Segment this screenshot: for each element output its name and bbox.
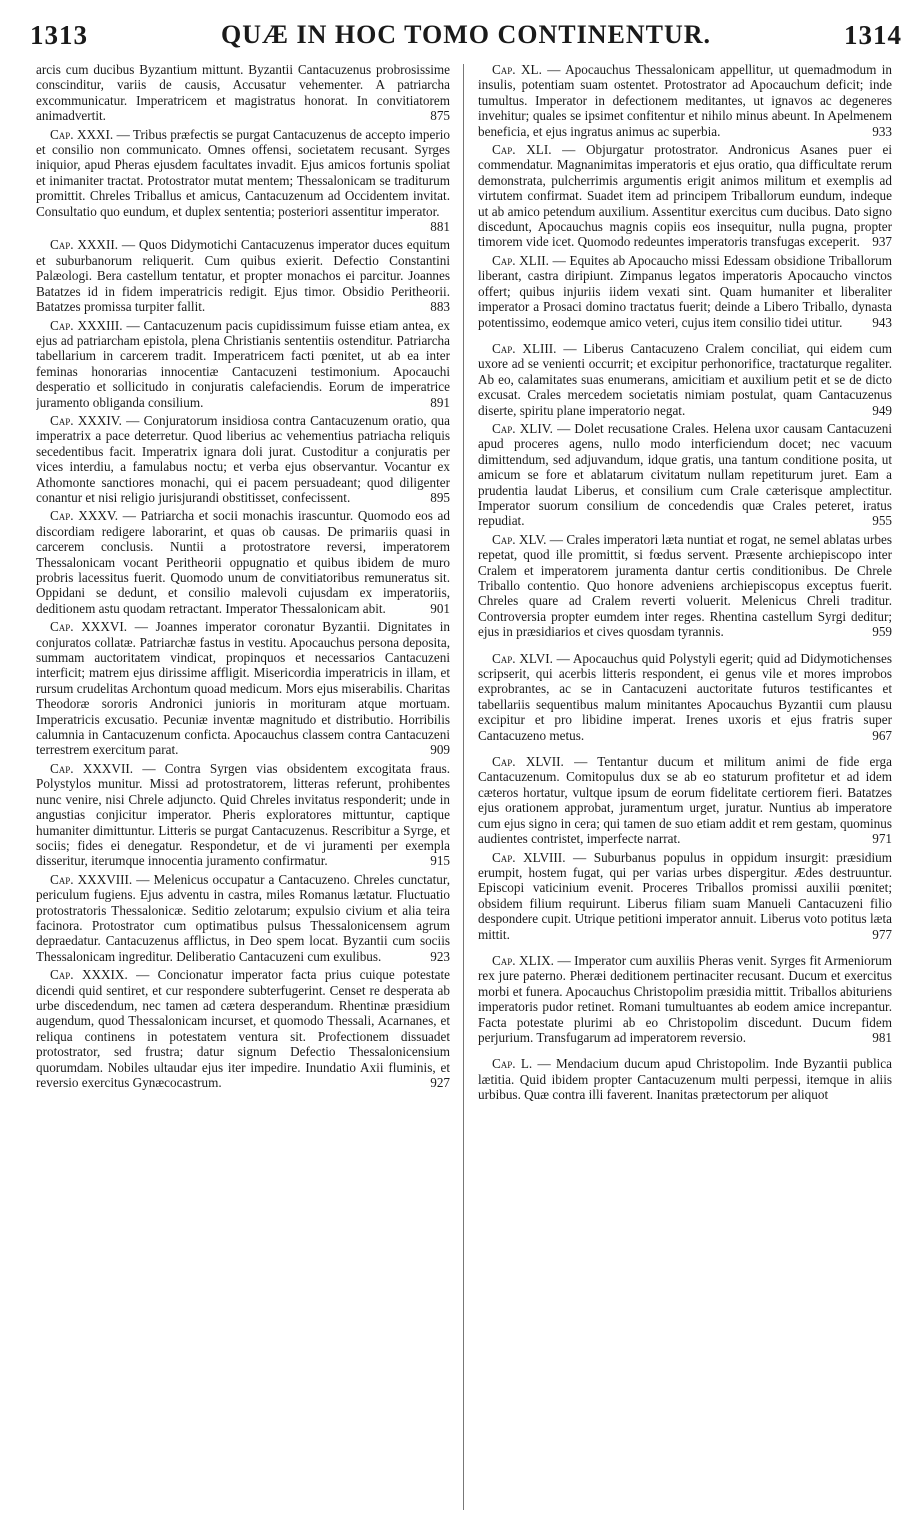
page-ref: 881 <box>430 219 450 235</box>
right-column <box>478 62 892 1512</box>
page-ref: 959 <box>872 624 892 640</box>
column-divider <box>463 64 464 1510</box>
page-ref: 923 <box>430 948 450 964</box>
page-ref: 981 <box>872 1029 892 1045</box>
toc-entry: Cap. XLVII. — Tentantur ducum et militum animi de fide erga Cantacuzenum. Comitopulus dux se ab eo staturum profitetur et ad idem cæteros hortatur, vultque ipsum de eorum fidelitate certiorem fieri. Batatzes ejus orationem approbat, juramentum urget, juratur. Nuntius ab imperatore cum ejus signo in cera; qui tamen de suo etiam addit et rem gestam, quominus audientes contristet, imperfecte narrat. 971 <box>478 754 892 847</box>
toc-entry: Cap. XLIII. — Liberus Cantacuzeno Cralem conciliat, qui eidem cum uxore ad se venienti occurrit; et excipitur perhonorifice, tractaturque regaliter. Ab eo, calamitates suas enumerans, amicitiam et auxilium petit et se de dicto excusat. Crales mercedem societatis nimiam postulat, quam Cantacuzenus diserte, spiritu plane imperatorio negat. 949 <box>478 340 892 418</box>
toc-entry: Cap. XLII. — Equites ab Apocaucho missi Edessam obsidione Triballorum liberant, castra diripiunt. Zimpanus legatos imperatoris Apocaucho vinctos offert; quibus injuriis iidem vexati sint. Quam humaniter et liberaliter imperator a Prosaci domino tractatus fuerit; deinde a Libero Triballo, dynasta potentissimo, eodemque amico veteri, cujus item consilio tidei utitur. 943 <box>478 252 892 330</box>
chapter-label: Cap. XLIII. <box>492 340 557 356</box>
page-number-left: 1313 <box>30 20 88 50</box>
page-ref: 909 <box>430 742 450 758</box>
page-ref: 875 <box>430 108 450 124</box>
running-title: QUÆ IN HOC TOMO CONTINENTUR. <box>220 20 712 49</box>
chapter-label: Cap. XLVIII. <box>492 849 566 865</box>
page-number-right: 1314 <box>843 20 902 50</box>
page-ref: 949 <box>872 402 892 418</box>
page-ref: 955 <box>872 513 892 529</box>
toc-entry: Cap. XXXV. — Patriarcha et socii monachis irascuntur. Quomodo eos ad discordiam redigere laborarint, et quas ob causas. De primariis quasi in carcerem conclusis. Nuntii a protostratore reversi, imperatorem Thessalonicam vocant Peritheorii oppugnatio et quibus ibidem de muro probris lacessitus fuerit. Quomodo unum de convitiatoribus remuneratus sit. Oppidani se dedunt, et consilio malevoli cujusdam ex imperatoriis, deditionem astu quodam retractant. Imperator Thessalonicam abit. 901 <box>36 508 450 616</box>
page-ref: 901 <box>430 600 450 616</box>
chapter-label: Cap. XXXVI. <box>50 619 128 635</box>
chapter-label: Cap. XXXIII. <box>50 317 123 333</box>
chapter-label: Cap. XLIX. <box>492 952 554 968</box>
page-ref: 915 <box>430 853 450 869</box>
toc-entry: Cap. XLIX. — Imperator cum auxiliis Pheras venit. Syrges fit Armeniorum rex jure paterno. Pheræi deditionem pertinaciter recusant. Ducum et exercitus morbi et funera. Apocauchus Christopolim præsidia mittit. Triballos abituriens imperatoris pudor retinet. Romani tumultuantes ab eodem amice increpantur. Facta potestate plurimi ab eo Christopolim discedunt. Ducum fidem perjurium. Transfugarum ad imperatorem reversio. 981 <box>478 952 892 1045</box>
page-ref: 977 <box>872 926 892 942</box>
toc-entry: Cap. XXXVIII. — Melenicus occupatur a Cantacuzeno. Chreles cunctatur, periculum fugiens. Ejus adventu in castra, miles Romanus lætatur. Fluctuatio protostratoris Thessalonicæ. Seditio zelotarum; expulsio civium et alia teira facinora. Protostrator cum optimatibus pulsus Thessalonicensem agrum depraedatur. Cantacuzenus afflictus, in Deo spem locat. Byzantii cum sociis Thessalonicam ingreditur. Deliberatio Cantacuzeni cum exulibus. 923 <box>36 871 450 964</box>
page-ref: 967 <box>872 727 892 743</box>
page-ref: 883 <box>430 299 450 315</box>
chapter-label: Cap. XLVI. <box>492 650 553 666</box>
chapter-label: Cap. XXXIV. <box>50 412 122 428</box>
toc-entry: Cap. XLIV. — Dolet recusatione Crales. Helena uxor causam Cantacuzeni apud proceres agens, nullo modo interficiendum docet; nec vacuum dimittendum, sed adjuvandum, idque gratis, una tantum conditione posita, ut amicum se fore et ablatarum civitatum nullam repetiturum juret. Eam a prudentia laudat Liberus, et consilium cum Crale cæterisque amplectitur. Imperator suorum consilium de concedendis quæ Crales peteret, iratus repudiat. 955 <box>478 420 892 529</box>
page-ref: 927 <box>430 1075 450 1090</box>
toc-entry: Cap. XXXVI. — Joannes imperator coronatur Byzantii. Dignitates in conjuratos collatæ. Patriarchæ fastus in vestitu. Apocauchus persona deposita, summam auctoritatem vindicat, propinquos et necessarios Cantacuzeni interficit; matrem ejus dirissime affligit. Misericordia imperatricis in illam, et rursum crudelitas Archontum quoad medicum. Mors ejus miserabilis. Charitas Theodoræ sororis Andronici junioris in morituram atque mortuam. Imperatricis excusatio. Pecuniæ inventæ magnitudo et distributio. Horribilis calumnia in Cantacuzenum conficta. Apocauchus classem contra Cantacuzeni terrestrem exercitum parat. 909 <box>36 619 450 758</box>
left-column <box>36 62 450 1512</box>
toc-entry: Cap. XL. — Apocauchus Thessalonicam appellitur, ut quemadmodum in insulis, potentiam suam ostentet. Protostrator ad Apocauchum deficit; inde tumultus. Imperator in defectionem meditantes, ut ignavos ac degeneres invehitur; quales se ipsimet confitentur et nihilo minus abeunt. In Apelmenem beneficia, et ejus ingratus animus ac superbia. 933 <box>478 62 892 139</box>
toc-entry: Cap. L. — Mendacium ducum apud Christopolim. Inde Byzantii publica lætitia. Quid ibidem propter Cantacuzenum multi perpessi, itemque in aliis urbibus. Quæ contra illi faverent. Inanitas prætectorum per aliquot <box>478 1056 892 1103</box>
chapter-label: Cap. XLVII. <box>492 754 564 770</box>
page-ref: 891 <box>430 394 450 410</box>
toc-entry: Cap. XXXIX. — Concionatur imperator facta prius cuique potestate dicendi quid sentiret, et cur respondere subterfugerint. Censet re desperata ab urbe discedendum, nec tamen ad cætera desperandum. Rhentinæ præsidium augendum, quod Thessalonicam incurset, et quomodo Thessali, Acarnanes, et reliqua continens in potestatem ventura sit. Profectionem dissuadet protostrator, sed frustra; datur signum Defectio Thessalonicensium quorumdam. Nobiles ultaudar ejus iter impedire. Inundatio Axii fluminis, et reversio exercitus Gynæcocastrum. 927 <box>36 967 450 1090</box>
page-ref: 933 <box>872 123 892 139</box>
page-ref: 971 <box>872 831 892 847</box>
toc-entry: Cap. XLVI. — Apocauchus quid Polystyli egerit; quid ad Didymotichenses scripserit, qui acerbis litteris respondent, ei genus vile et mores improbos exprobrantes, ac se in Cantacuzeni auctoritate futuros testificantes et tabellariis sequentibus malum minitantes Apocauchus Byzantii cum plausu excipitur et pro libidine imperat. Irenes uxoris et ejus fratris super Cantacuzeno metus. 967 <box>478 650 892 743</box>
chapter-label: Cap. XL. <box>492 62 542 77</box>
toc-entry: Cap. XLV. — Crales imperatori læta nuntiat et rogat, ne semel ablatas urbes repetat, quod ille promittit, si fœdus servent. Præsente archiepiscopo inter Cralem et imperatorem juramenta dantur certis conditionibus. De Chrele Triballo contentio. Quo honore adveniens archiepiscopus exceptus fuerit. Chreles quare ad Cralem reverti voluerit. Melenicus Chreli traditur. Controversia propter eumdem inter reges. Rhentina castellum Syrgi deditur; ejus in præsidiarios et cives quosdam tyrannis. 959 <box>478 531 892 640</box>
chapter-label: Cap. XLIV. <box>492 420 553 436</box>
chapter-label: Cap. XXXVII. <box>50 760 134 776</box>
page-ref: 943 <box>872 314 892 330</box>
toc-entry: Cap. XXXI. — Tribus præfectis se purgat Cantacuzenus de accepto imperio et consilio non communicato. Omnes offensi, societatem recusant. Syrges iniquior, apud Pheras ejusdem facultates invadit. Ejus amicos fortunis spoliat et inimaniter tractat. Protostrator mutat mentem; Thessalonicam se traditurum promittit. Chreles Triballus et amicus, Cantacuzenum ad Occidentem invitat. Consultatio quo eundum, et duplex sententia; posteriori assentitur imperator. 881 <box>36 126 450 235</box>
page-ref: 895 <box>430 489 450 505</box>
chapter-label: Cap. XXXIX. <box>50 967 128 983</box>
toc-entry: Cap. XLVIII. — Suburbanus populus in oppidum insurgit: præsidium erumpit, hostem fugat, qui per varias urbes dispergitur. Ædes destruuntur. Episcopi vaticinium evenit. Proceres Triballos promissi auxilii pœnitet; obsidem filium requirunt. Liberus filiam suam Manueli Cantacuzeni filio despondere cupit. Utrique petitioni imperator annuit. Liberus voto potitus læta mittit. 977 <box>478 849 892 942</box>
toc-entry: Cap. XXXIII. — Cantacuzenum pacis cupidissimum fuisse etiam antea, ex ejus ad patriarcham epistola, plena Christianis sententiis ostenditur. Patriarcha tabellarium in carcerem tradit. Imperatricem facti pœnitet, ut ab ea inter feminas honorarias innocentiæ Cantacuzeni testimonium. Apocauchi desperatio et sollicitudo in conjuratis calefaciendis. Eorum de imperatrice juramento obliganda consilium. 891 <box>36 317 450 410</box>
toc-entry: Cap. XXXIV. — Conjuratorum insidiosa contra Cantacuzenum oratio, qua imperatrix a pace deterretur. Quod liberius ac vehementius patriacha reliquis secedentibus facit. Imperatrix ignara doli jurat. Custoditur a conjuratis per vices interdiu, a famulabus noctu; et verba ejus observantur. Vocantur ex Athomonte sanctiores monachi, qui ei pacem persuadeant; quod diligenter conantur et nisi religio jurisjurandi obstitisset, confecissent. 895 <box>36 412 450 505</box>
chapter-label: Cap. XXXI. <box>50 126 114 142</box>
chapter-label: Cap. XXXV. <box>50 508 118 524</box>
chapter-label: Cap. XLII. <box>492 252 549 268</box>
chapter-label: Cap. XXXII. <box>50 237 119 253</box>
chapter-label: Cap. XLI. <box>492 142 552 158</box>
chapter-label: Cap. XXXVIII. <box>50 871 133 887</box>
toc-entry: Cap. XXXVII. — Contra Syrgen vias obsidentem excogitata fraus. Polystylos munitur. Missi ad protostratorem, litteras referunt, prohibentes nunc venire, nisi Chrele adjuncto. Quid Chreles invitatus responderit; unde in angustias conjicitur imperator. Pheris exploratores mittuntur, captique humaniter dimittuntur. Litteris se purgat Cantacuzenus. Rescribitur a Syrge, et sociis; fides ei denegatur. Respondetur, et de vi juramenti per exempla disseritur, iterumque innocentia juramento confirmatur. 915 <box>36 760 450 869</box>
chapter-label: Cap. L. <box>492 1056 533 1072</box>
page-header <box>30 20 902 64</box>
toc-entry: Cap. XXXII. — Quos Didymotichi Cantacuzenus imperator duces equitum et suburbanorum reliquerit. Cum quibus exierit. Defectio Constantini Palæologi. Bera castellum tentatur, et propter monachos ei parcitur. Joannes Batatzes id in fidem imperatricis redigit. Ejus timor. Obsidio Peritheorii. Batatzes promissa turpiter fallit. 883 <box>36 237 450 315</box>
toc-entry: arcis cum ducibus Byzantium mittunt. Byzantii Cantacuzenus probrosissime conscinditur, variis de causis, Accusatur vehementer. A patriarcha excommunicatur. Imperatricem et magistratus honorat. In convitiatorem animadvertit. 875 <box>36 62 450 124</box>
toc-entry: Cap. XLI. — Objurgatur protostrator. Andronicus Asanes puer ei commendatur. Magnanimitas imperatoris et ejus oratio, qua difficultate rerum demonstrata, pulcherrimis argumentis erigit animos militum et exemplis ad virtutem confirmat. Suadet item ad principem Triballorum eundum, indeque ut ab amico petendum auxilium. Assentitur exercitus cum ducibus. Dato signo discedunt, Apocauchus magnis copiis eos insequitur, nulla pugna, propter timorem vide icet. Quomodo redeuntes imperatoris transfugas exceperit. 937 <box>478 142 892 250</box>
page-ref: 937 <box>872 234 892 250</box>
chapter-label: Cap. XLV. <box>492 531 547 547</box>
